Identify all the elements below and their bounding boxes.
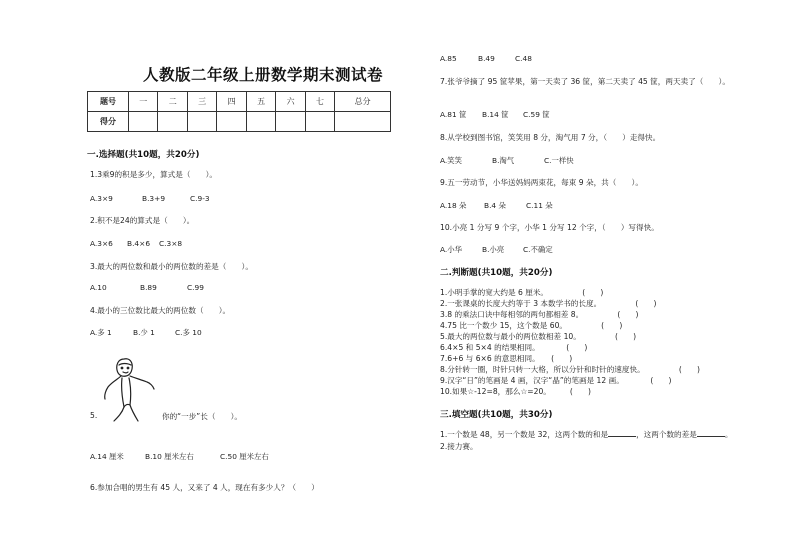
judgement-item-4: 4.75 比一个数少 15，这个数是 60。 ( )	[440, 321, 623, 330]
score-cell[interactable]	[305, 112, 334, 132]
score-cell[interactable]	[335, 112, 391, 132]
score-header-cell: 一	[129, 92, 158, 112]
answer-blank[interactable]	[697, 429, 725, 437]
option-a: A.笑笑	[440, 156, 463, 165]
fill-question-1-part-b: ，这两个数的差是	[636, 430, 697, 439]
question-5-number: 5.	[90, 411, 98, 420]
option-c: C.11 朵	[526, 201, 553, 210]
question-8: 8.从学校到图书馆，笑笑用 8 分，淘气用 7 分，（ ）走得快。	[440, 133, 661, 142]
question-9: 9.五一劳动节，小华送妈妈两束花，每束 9 朵，共（ ）。	[440, 178, 643, 187]
option-a: A.小华	[440, 245, 463, 254]
answer-blank[interactable]	[608, 429, 636, 437]
fill-question-1-part-c: 。	[724, 430, 733, 439]
judgement-item-3: 3.8 的乘法口诀中每相邻的两句都相差 8。 ( )	[440, 310, 639, 319]
score-table-header-row	[88, 92, 391, 112]
question-7: 7.张爷爷摘了 95 筐苹果，第一天卖了 36 筐，第二天卖了 45 筐，两天卖了（ ）。	[440, 77, 730, 86]
question-10: 10.小亮 1 分写 9 个字，小华 1 分写 12 个字，（ ）写得快。	[440, 223, 659, 232]
score-cell[interactable]	[276, 112, 305, 132]
right-column	[400, 0, 794, 550]
score-header-cell: 四	[217, 92, 246, 112]
score-cell[interactable]	[129, 112, 158, 132]
option-b: B.少 1	[133, 328, 155, 337]
question-6-options	[440, 54, 532, 63]
option-a: A.85	[440, 54, 457, 63]
fill-question-1-part-a: 1.一个数是 48，另一个数是 32，这两个数的和是	[440, 430, 609, 439]
option-b: B.3+9	[142, 194, 166, 203]
score-row-label: 得分	[88, 112, 129, 132]
option-c: C.99	[187, 283, 204, 292]
score-cell[interactable]	[187, 112, 216, 132]
stick-figure-illustration	[100, 355, 158, 425]
question-2: 2.积不是24的算式是（ ）。	[90, 216, 195, 225]
score-cell[interactable]	[246, 112, 275, 132]
section-heading-fill-blank: 三.填空题(共10题，共30分)	[440, 410, 553, 420]
question-2-options	[90, 239, 182, 248]
option-b: B.小亮	[482, 245, 505, 254]
score-cell[interactable]	[158, 112, 187, 132]
question-5-options	[90, 451, 269, 462]
option-c: C.59 筐	[523, 110, 550, 119]
question-3-options	[90, 283, 204, 292]
question-9-options	[440, 200, 553, 211]
judgement-item-7: 7.6+6 与 6×6 的意思相同。 ( )	[440, 354, 573, 363]
option-b: B.淘气	[492, 156, 515, 165]
question-10-options	[440, 244, 553, 255]
question-7-options	[440, 109, 550, 120]
question-6: 6.参加合唱的男生有 45 人，又来了 4 人，现在有多少人？（ ）	[90, 483, 319, 492]
option-a: A.10	[90, 283, 107, 292]
score-cell[interactable]	[217, 112, 246, 132]
section-heading-choice: 一.选择题(共10题，共20分)	[87, 150, 200, 160]
judgement-item-5: 5.最大的两位数与最小的两位数相差 10。 ( )	[440, 332, 637, 341]
option-c: C.48	[515, 54, 532, 63]
option-b: B.14 筐	[482, 110, 509, 119]
question-1: 1.3乘9的积是多少，算式是（ ）。	[90, 170, 218, 179]
judgement-item-1: 1.小明手掌的宽大约是 6 厘米。 ( )	[440, 288, 604, 297]
question-4-options	[90, 327, 202, 338]
fill-question-2: 2.接力赛。	[440, 442, 478, 451]
option-c: C.多 10	[175, 328, 202, 337]
judgement-item-9: 9.汉字“日”的笔画是 4 画，汉字“晶”的笔画是 12 画。 ( )	[440, 376, 672, 385]
option-b: B.89	[140, 283, 157, 292]
option-c: C.一样快	[544, 156, 574, 165]
question-3: 3.最大的两位数和最小的两位数的差是（ ）。	[90, 262, 253, 271]
score-header-cell: 总分	[335, 92, 391, 112]
fill-question-1	[440, 429, 732, 440]
question-5-text: 你的“一步”长（ ）。	[162, 412, 243, 421]
option-a: A.81 筐	[440, 110, 467, 119]
option-b: B.4×6	[127, 239, 151, 248]
question-4: 4.最小的三位数比最大的两位数（ ）。	[90, 306, 231, 315]
score-table	[87, 91, 391, 132]
score-header-cell: 五	[246, 92, 275, 112]
score-header-cell: 题号	[88, 92, 129, 112]
score-header-cell: 二	[158, 92, 187, 112]
option-b: B.49	[478, 54, 495, 63]
score-header-cell: 七	[305, 92, 334, 112]
option-a: A.14 厘米	[90, 452, 124, 461]
option-c: C.50 厘米左右	[220, 452, 269, 461]
question-1-options	[90, 194, 210, 203]
option-c: C.9-3	[190, 194, 210, 203]
judgement-item-10: 10.如果☆-12=8，那么☆=20。 ( )	[440, 387, 591, 396]
option-a: A.3×9	[90, 194, 113, 203]
question-8-options	[440, 155, 574, 166]
option-c: C.3×8	[159, 239, 183, 248]
section-heading-judgement: 二.判断题(共10题，共20分)	[440, 268, 553, 278]
judgement-item-2: 2.一张课桌的长度大约等于 3 本数学书的长度。 ( )	[440, 299, 657, 308]
option-c: C.不确定	[523, 245, 553, 254]
score-table-score-row	[88, 112, 391, 132]
option-a: A.3×6	[90, 239, 113, 248]
judgement-item-6: 6.4×5 和 5×4 的结果相同。 ( )	[440, 343, 588, 352]
judgement-item-8: 8.分针转一圈，时针只转一大格，所以分针和时针的速度快。 ( )	[440, 365, 700, 374]
option-b: B.10 厘米左右	[145, 452, 194, 461]
option-b: B.4 朵	[484, 201, 506, 210]
score-header-cell: 三	[187, 92, 216, 112]
page-title: 人教版二年级上册数学期末测试卷	[143, 66, 384, 84]
option-a: A.多 1	[90, 328, 112, 337]
option-a: A.18 朵	[440, 201, 467, 210]
score-header-cell: 六	[276, 92, 305, 112]
